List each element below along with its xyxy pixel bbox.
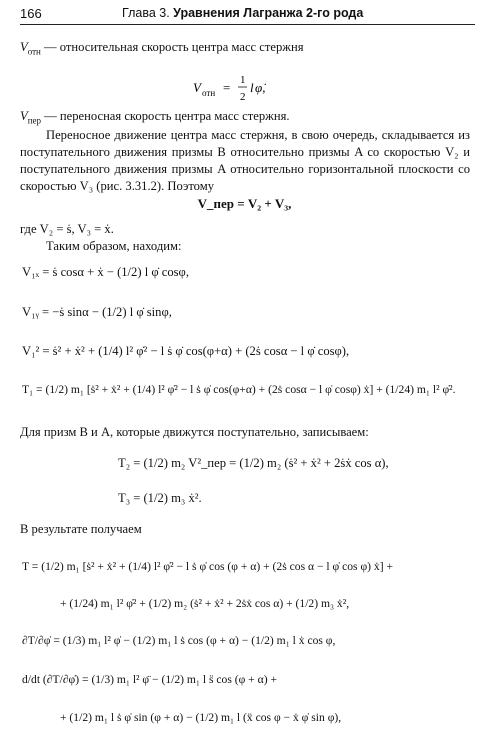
equation-t-part1: T = (1/2) m₁ [ṡ² + ẋ² + (1/4) l² φ̇² − l ṡ φ̇ cos (φ + α) + (2ṡ cos α − l φ̇ cos φ) ẋ] +: [22, 560, 393, 573]
equation-v1y: V₁ᵧ = −ṡ sinα − (1/2) l φ̇ sinφ,: [22, 305, 172, 319]
v-per-symbol: V: [20, 109, 28, 123]
svg-text:φ̇,: φ̇,: [254, 80, 265, 95]
v-otn-symbol: V: [20, 40, 28, 54]
svg-text:=: =: [222, 80, 230, 95]
equation-t-part2: + (1/24) m₁ l² φ̇² + (1/2) m₂ (ṡ² + ẋ² + 2ṡẋ cos α) + (1/2) m₃ ẋ²,: [60, 597, 350, 610]
v-per-definition: [20, 109, 290, 126]
equation-ddt-part1: d/dt (∂T/∂φ̇) = (1/3) m₁ l² φ̈ − (1/2) m₁ l s̈ cos (φ + α) +: [22, 673, 277, 686]
v-per-text: — переносная скорость центра масс стержня.: [44, 109, 290, 123]
equation-v-per: V_пер = V₂ + V₃,: [197, 196, 292, 211]
chapter-title: Уравнения Лагранжа 2-го рода: [173, 6, 364, 20]
paragraph-transfer-motion: Переносное движение центра масс стержня, в свою очередь, складывается из поступательного движения призмы B относительно призмы A со скоростью V₂ и поступательного движения призмы A относительно горизонтальной плоскости со скоростью V₃ (рис. 3.31.2). Поэтому: [20, 128, 470, 193]
where-line: где V₂ = ṡ, V₃ = ẋ.: [20, 222, 114, 236]
v-otn-text: — относительная скорость центра масс стержня: [44, 40, 304, 54]
svg-text:l: l: [249, 80, 254, 95]
page-header: [0, 0, 489, 28]
v-per-subscript: пер: [27, 115, 42, 126]
thus-line: Таким образом, находим:: [46, 239, 182, 253]
page-number: 166: [20, 6, 42, 21]
equation-v-otn: [0, 70, 489, 106]
equation-t1: T₁ = (1/2) m₁ [ṡ² + ẋ² + (1/4) l² φ̇² − l ṡ φ̇ cos(φ+α) + (2ṡ cosα − l φ̇ cosφ) ẋ] + (1/24) m₁ l² φ̇².: [22, 383, 456, 396]
equation-ddt-part2: + (1/2) m₁ l ṡ φ̇ sin (φ + α) − (1/2) m₁ l (ẍ cos φ − ẋ φ̇ sin φ),: [60, 711, 342, 724]
equation-v-otn-svg: [185, 70, 305, 106]
prisms-line: Для призм B и A, которые движутся поступательно, записываем:: [20, 425, 369, 439]
svg-text:отн: отн: [201, 88, 215, 98]
svg-text:2: 2: [239, 91, 245, 103]
equation-v1x: V₁ₓ = ṡ cosα + ẋ − (1/2) l φ̇ cosφ,: [22, 265, 189, 279]
equation-t2: T₂ = (1/2) m₂ V²_пер = (1/2) m₂ (ṡ² + ẋ² + 2ṡẋ cos α),: [118, 456, 389, 470]
svg-text:1: 1: [239, 74, 245, 86]
chapter-label: Глава 3.: [122, 6, 170, 20]
equation-t3: T₃ = (1/2) m₃ ẋ².: [118, 491, 202, 505]
svg-text:V: V: [192, 80, 201, 95]
result-line: В результате получаем: [20, 522, 142, 536]
v-otn-definition: [20, 40, 303, 57]
equation-v1-squared: V₁² = ṡ² + ẋ² + (1/4) l² φ̇² − l ṡ φ̇ cos(φ+α) + (2ṡ cosα − l φ̇ cosφ),: [22, 344, 350, 358]
equation-dT-dphi: ∂T/∂φ̇ = (1/3) m₁ l² φ̇ − (1/2) m₁ l ṡ cos (φ + α) − (1/2) m₁ l ẋ cos φ,: [22, 634, 336, 647]
header-rule: [20, 24, 475, 25]
running-title: [122, 6, 363, 20]
v-otn-subscript: отн: [27, 46, 41, 57]
